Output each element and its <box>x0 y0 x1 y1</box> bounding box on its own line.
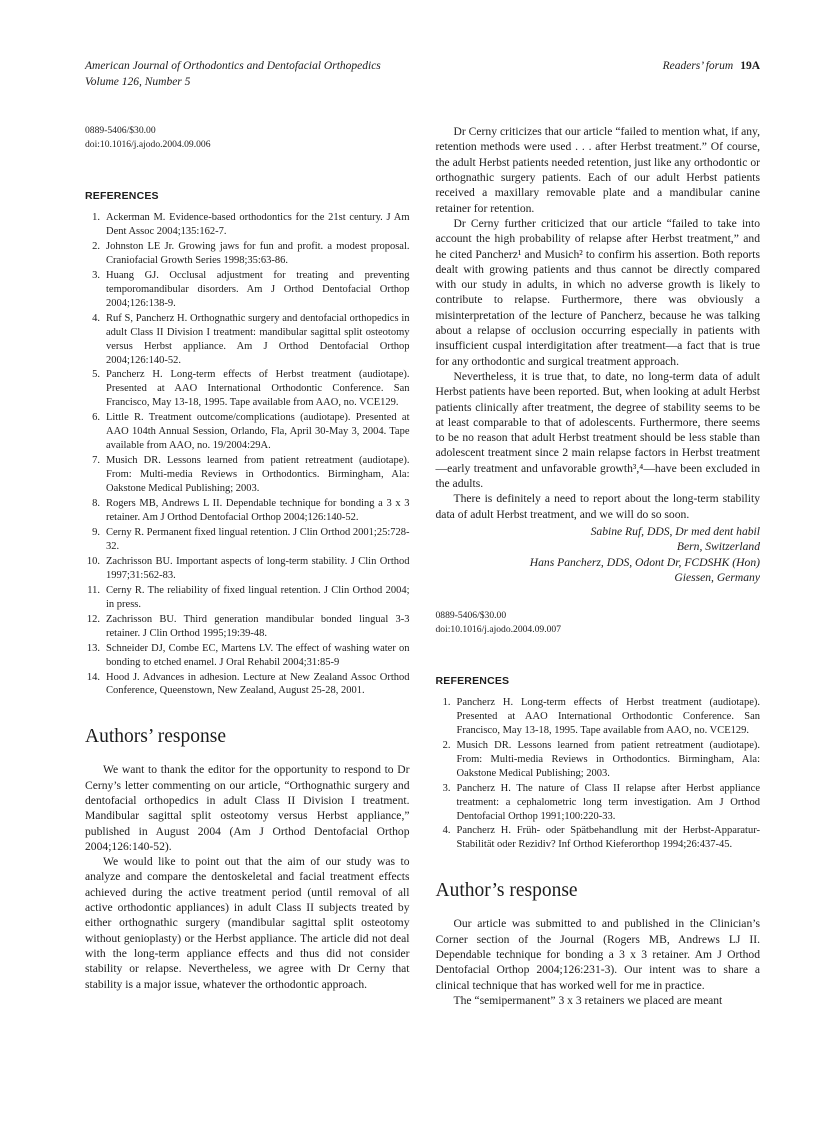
authors-response-heading: Authors’ response <box>85 726 226 748</box>
reference-item: Schneider DJ, Combe EC, Martens LV. The effect of washing water on bonding to etched enamel. J Oral Rehabil 2004;31:85-9 <box>106 642 410 668</box>
references-heading: REFERENCES <box>435 674 510 687</box>
page-header <box>85 58 760 90</box>
signature-line: Sabine Ruf, DDS, Dr med dent habil <box>590 524 760 538</box>
journal-volume: Volume 126, Number 5 <box>85 76 191 89</box>
paragraph: There is definitely a need to report about the long-term stability data of adult Herbst treatment, and we will do so soon. <box>435 492 760 521</box>
two-column-body <box>85 124 760 1008</box>
reference-item: Pancherz H. Früh- oder Spätbehandlung mit der Herbst-Apparatur-Stabilität oder Rezidiv? Inf Orthod Kieferorthop 1994;26:437-45. <box>456 825 760 851</box>
reference-item: Zachrisson BU. Important aspects of long-term stability. J Clin Orthod 1997;31:562-83. <box>106 555 410 581</box>
doi-line: doi:10.1016/j.ajodo.2004.09.007 <box>435 624 562 635</box>
signature-block <box>436 524 761 585</box>
paragraph: We want to thank the editor for the opportunity to respond to Dr Cerny’s letter commenting on our article, “Orthognathic surgery and dentofacial orthopedics in adult Class II Division I treatment. Mandibular sagittal split osteotomy versus Herbst appliance,” published in August 2004 (Am J Orthod Dentofacial Orthop 2004;126:140-52). <box>85 763 410 853</box>
page-number: 19A <box>740 60 760 72</box>
paragraph: Nevertheless, it is true that, to date, no long-term data of adult Herbst patients have been reported. But, when looking at adult Herbst patients clinically after treatment, the degree of stability seems to be at least comparable to that of adolescents. Furthermore, there seems to be no reason that adult Herbst treatment should be less stable than adolescent treatment since 2 main relapse factors in Herbst treatment—early treatment and unfavorable growth³,⁴—have been excluded in the adults. <box>435 369 760 491</box>
paragraph: Dr Cerny further criticized that our article “failed to take into account the high probability of relapse after Herbst treatment,” and he cited Pancherz¹ and Musich² to confirm his assertion. Both reports dealt with growing patients and thus cannot be directly compared with our study in adults, in which no adverse growth is likely to contribute to relapse. Furthermore, there was obviously a misinterpretation of the lecture of Pancherz, because he was talking about a relapse of occlusion occurring especially in patients with insufficient cuspal interdigitation after treatment—a fact that is true for any orthodontic and surgical treatment approach. <box>435 216 760 368</box>
running-head <box>663 58 760 74</box>
signature-line: Hans Pancherz, DDS, Odont Dr, FCDSHK (Hon) <box>529 555 760 569</box>
paragraph: Our article was submitted to and published in the Clinician’s Corner section of the Journal (Rogers MB, Andrews LJ II. Dependable technique for bonding a 3 x 3 retainer. Am J Orthod Dentofacial Orthop 2004;126:231-3). Our intent was to share a clinical technique that has worked well for me in practice. <box>435 917 760 992</box>
reference-item: Huang GJ. Occlusal adjustment for treating and preventing temporomandibular disorders. Am J Orthod Dentofacial Orthop 2004;126:138-9. <box>106 269 410 309</box>
reference-item: Pancherz H. The nature of Class II relapse after Herbst appliance treatment: a cephalometric long term investigation. Am J Orthod Dentofacial Orthop 1991;100:220-33. <box>456 782 760 822</box>
left-column <box>85 124 410 1008</box>
paragraph: Dr Cerny criticizes that our article “failed to mention what, if any, retention methods were used . . . after Herbst treatment.” Of course, the adult Herbst patients needed retention, just like any orthodontic or orthognathic surgery patients. Each of our adult Herbst patients received a maxillary removable plate and a mandibular canine retainer for retention. <box>435 125 760 215</box>
doi-line: doi:10.1016/j.ajodo.2004.09.006 <box>85 139 211 151</box>
reference-item: Hood J. Advances in adhesion. Lecture at New Zealand Assoc Orthod Conference, Queenstown, New Zealand, August 25-28, 2001. <box>106 671 410 697</box>
reference-item: Johnston LE Jr. Growing jaws for fun and profit. a modest proposal. Craniofacial Growth Series 1998;35:63-86. <box>106 240 410 266</box>
article-imprint <box>85 124 410 152</box>
article-imprint <box>436 609 761 637</box>
reference-item: Cerny R. Permanent fixed lingual retention. J Clin Orthod 2001;25:728-32. <box>106 526 410 552</box>
reference-item: Rogers MB, Andrews L II. Dependable technique for bonding a 3 x 3 retainer. Am J Orthod Dentofacial Orthop 2004;126:140-52. <box>106 498 410 524</box>
references-list <box>436 696 761 852</box>
reference-item: Pancherz H. Long-term effects of Herbst treatment (audiotape). Presented at AAO International Orthodontic Conference. San Francisco, May 13-18, 1995. Tape available from AAO, no. VCE129. <box>106 369 410 409</box>
author-response-heading: Author’s response <box>435 880 578 902</box>
reference-item: Ackerman M. Evidence-based orthodontics for the 21st century. J Am Dent Assoc 2004;135:162-7. <box>106 212 410 237</box>
signature-line: Bern, Switzerland <box>676 540 760 554</box>
journal-masthead <box>85 58 381 90</box>
response-text-continued <box>436 124 761 522</box>
authors-response-body <box>85 762 410 991</box>
signature-line: Giessen, Germany <box>674 570 760 584</box>
reference-item: Musich DR. Lessons learned from patient retreatment (audiotape). From: Multi-media Reviews in Orthodontics. Birmingham, Ala: Oakstone Medical Publishing; 2003. <box>106 455 410 495</box>
copyright-line: 0889-5406/$30.00 <box>435 610 507 622</box>
paragraph: We would like to point out that the aim of our study was to analyze and compare the dentoskeletal and facial treatment effects achieved during the active treatment period (until removal of all active orthodontic appliances) in adult Class II subjects treated by either orthognathic surgery (mandibular sagittal split osteotomy without genioplasty) or the Herbst appliance. The article did not deal with the long-term appliance effects and thus did not consider stability or relapse. Nevertheless, we agree with Dr Cerny that stability is a major issue, whatever the orthodontic approach. <box>85 855 410 991</box>
reference-item: Ruf S, Pancherz H. Orthognathic surgery and dentofacial orthopedics in adult Class II Division I treatment: mandibular sagittal split osteotomy versus Herbst appliance. Am J Orthod Dentofacial Orthop 2004;126:140-52. <box>106 312 410 366</box>
reference-item: Zachrisson BU. Third generation mandibular bonded lingual 3-3 retainer. J Clin Orthod 1995;19:39-48. <box>106 613 410 639</box>
reference-item: Musich DR. Lessons learned from patient retreatment (audiotape). From: Multi-media Reviews in Orthodontics. Birmingham, Ala: Oakstone Medical Publishing; 2003. <box>456 739 760 779</box>
references-heading: REFERENCES <box>85 190 159 202</box>
right-column <box>436 124 761 1008</box>
section-name: Readers’ forum <box>662 60 734 72</box>
copyright-line: 0889-5406/$30.00 <box>85 125 156 137</box>
author-response-body <box>436 916 761 1008</box>
reference-item: Cerny R. The reliability of fixed lingual retention. J Clin Orthod 2004; in press. <box>106 584 410 610</box>
paragraph: The “semipermanent” 3 x 3 retainers we placed are meant <box>453 993 723 1007</box>
reference-item: Pancherz H. Long-term effects of Herbst treatment (audiotape). Presented at AAO International Orthodontic Conference. San Francisco, May 13-18, 1995. Tape available from AAO, no. VCE129. <box>456 696 760 736</box>
journal-title: American Journal of Orthodontics and Dentofacial Orthopedics <box>85 60 381 72</box>
references-list <box>85 211 410 698</box>
reference-item: Little R. Treatment outcome/complications (audiotape). Presented at AAO 104th Annual Session, Orlando, Fla, April 30-May 3, 2004. Tape available from AAO, no. 19/2004:29A. <box>106 412 410 452</box>
